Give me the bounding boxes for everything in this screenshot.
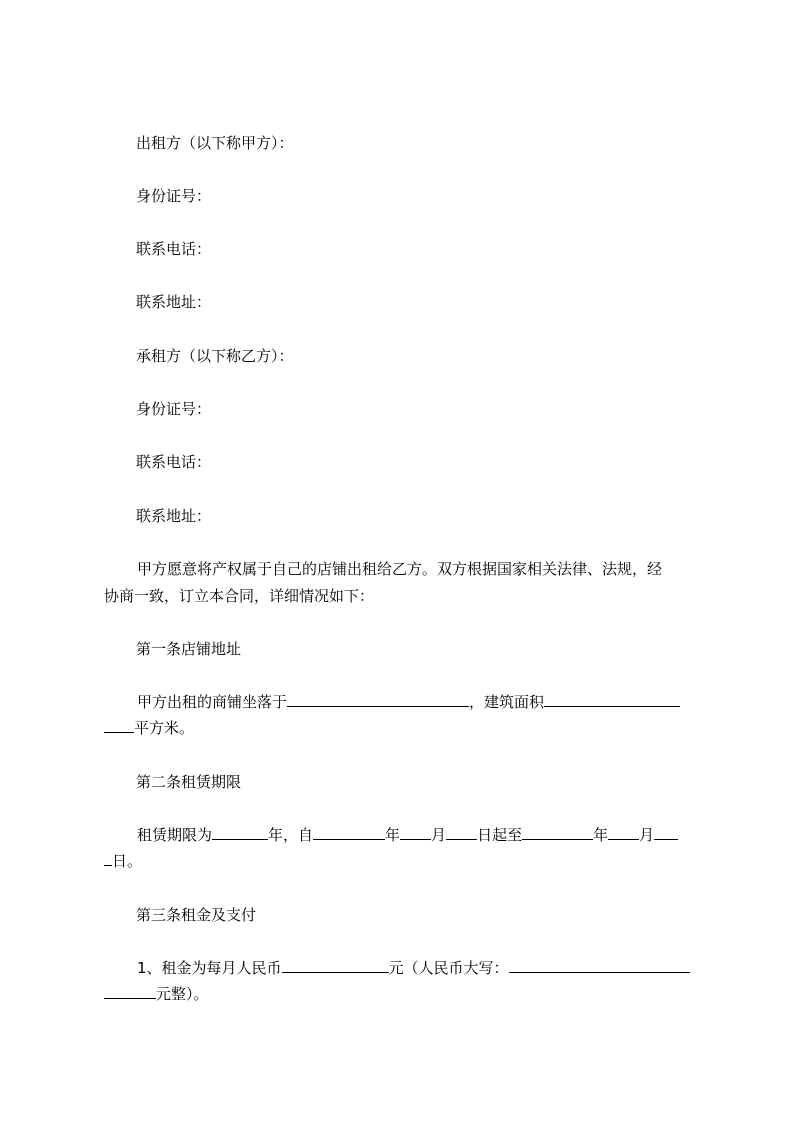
end-year-text: 年	[593, 826, 609, 844]
end-month-blank[interactable]	[608, 825, 639, 840]
rent-uppercase-label: 元（人民币大写：	[388, 959, 509, 977]
start-month-blank[interactable]	[400, 825, 431, 840]
article1-location-text: 甲方出租的商铺坐落于	[137, 693, 288, 711]
article2-line-1	[104, 825, 737, 845]
lessor-title: 出租方（以下称甲方）：	[136, 134, 294, 152]
start-year-blank[interactable]	[313, 825, 385, 840]
end-month-text: 月	[639, 826, 655, 844]
term-label: 租赁期限为	[137, 826, 213, 844]
end-day-blank[interactable]	[654, 825, 678, 840]
article1-area-text: ，建筑面积	[469, 693, 545, 711]
end-year-blank[interactable]	[522, 825, 593, 840]
rent-uppercase-blank-continued[interactable]	[104, 984, 156, 999]
intro-line-2: 协商一致，订立本合同，详细情况如下：	[104, 587, 375, 605]
article2-heading: 第二条租赁期限	[136, 773, 242, 791]
lessor-phone-label: 联系电话：	[136, 240, 212, 258]
term-years-text: 年，自	[268, 826, 314, 844]
article3-line-2	[104, 984, 704, 1004]
rent-unit-text: 元整）。	[156, 985, 209, 1003]
rent-uppercase-blank[interactable]	[509, 958, 690, 973]
rent-label: 1、租金为每月人民币	[137, 959, 282, 977]
start-day-text: 日起至	[477, 826, 523, 844]
article1-line-1	[104, 692, 737, 712]
lessee-id-label: 身份证号：	[136, 400, 212, 418]
lessor-address-label: 联系地址：	[136, 293, 212, 311]
start-year-text: 年	[385, 826, 401, 844]
lessee-title: 承租方（以下称乙方）：	[136, 347, 294, 365]
article1-unit-text: 平方米。	[134, 719, 195, 737]
term-years-blank[interactable]	[212, 825, 268, 840]
end-day-text: 日。	[112, 852, 143, 870]
area-blank[interactable]	[544, 692, 680, 707]
lessee-address-label: 联系地址：	[136, 507, 212, 525]
lessee-phone-label: 联系电话：	[136, 453, 212, 471]
location-blank[interactable]	[287, 692, 469, 707]
start-day-blank[interactable]	[446, 825, 477, 840]
article3-heading: 第三条租金及支付	[136, 906, 257, 924]
article1-line-2	[104, 718, 704, 738]
article1-heading: 第一条店铺地址	[136, 640, 242, 658]
lessor-id-label: 身份证号：	[136, 187, 212, 205]
intro-line-1: 甲方愿意将产权属于自己的店铺出租给乙方。双方根据国家相关法律、法规，经	[137, 560, 663, 578]
end-day-blank-continued[interactable]	[104, 851, 112, 866]
area-blank-continued[interactable]	[104, 718, 134, 733]
article3-line-1	[104, 958, 737, 978]
rent-amount-blank[interactable]	[282, 958, 389, 973]
start-month-text: 月	[431, 826, 447, 844]
article2-line-2	[104, 851, 704, 871]
